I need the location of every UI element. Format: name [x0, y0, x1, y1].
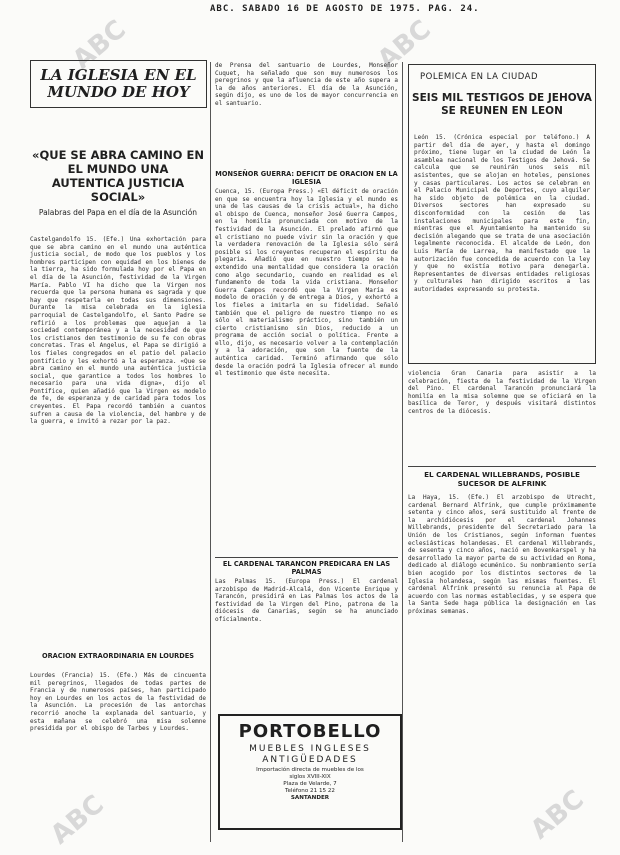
- article-body: de Prensa del santuario de Lourdes, Monseñor Cuquet, ha señalado que son muy numerosos los peregrinos y que la afluencia de este año supera a la de años anteriores. El día de la Asunción, según dijo, es uno de los de mayor concurrencia en el santuario.: [215, 62, 398, 107]
- article-body: Las Palmas 15. (Europa Press.) El cardenal arzobispo de Madrid-Alcalá, don Vicente Enrique y Tarancón, presidirá en Las Palmas los actos de la festividad de la Virgen del Pino, patrona de la diócesis de Canarias, según se ha anunciado oficialmente.: [215, 578, 398, 623]
- watermark: ABC: [67, 14, 132, 76]
- advertisement: [218, 714, 402, 830]
- article-body: León 15. (Crónica especial por teléfono.) A partir del día de ayer, y hasta el domingo próximo, tiene lugar en la ciudad de León la asamblea nacional de los Testigos de Jehová. Se calcula que se reunirán unos seis mil asistentes, que se alojan en hoteles, pensiones y casas particulares. Los actos se celebran en el Palacio Municipal de Deportes, cuyo alquiler ha sido objeto de polémica en la ciudad. Diversos sectores han expresado su disconformidad con la cesión de las instalaciones municipales para este fin, mientras que el Ayuntamiento ha mantenido su decisión alegando que se trata de una asociación legalmente reconocida. El alcalde de León, don Luis María de Larrea, ha manifestado que la autorización fue concedida de acuerdo con la ley y que no existía motivo para denegarla. Representantes de diversas entidades religiosas y culturales han dirigido escritos a las autoridades expresando su protesta.: [414, 134, 590, 293]
- watermark: ABC: [525, 784, 590, 846]
- watermark: ABC: [372, 14, 437, 76]
- section-heading: EL CARDENAL WILLEBRANDS, POSIBLE SUCESOR DE ALFRINK: [424, 470, 580, 488]
- ad-details: [220, 767, 400, 802]
- ad-detail-line: siglos XVIII-XIX: [289, 774, 331, 780]
- ad-line: ANTIGÜEDADES: [262, 755, 358, 765]
- ad-detail-line: Teléfono 21 15 22: [285, 788, 335, 794]
- article-body: Cuenca, 15. (Europa Press.) «El déficit de oración en que se encuentra hoy la Iglesia y el mundo es una de las causas de la crisis actual», ha dicho el obispo de Cuenca, monseñor José Guerra Campos, en la homilía pronunciada con motivo de la festividad de la Asunción. El prelado afirmó que el cristiano no puede vivir sin la oración y que la verdadera renovación de la Iglesia sólo será posible si los creyentes recuperan el espíritu de plegaria. Añadió que en nuestro tiempo se ha extendido una mentalidad que considera la oración como algo secundario, cuando en realidad es el fundamento de toda la vida cristiana. Monseñor Guerra Campos recordó que la Virgen María es modelo de oración y de entrega a Dios, y exhortó a los fieles a imitarla en su fidelidad. Señaló también que el peligro de nuestro tiempo no es sólo el materialismo práctico, sino también un cierto cristianismo sin Dios, reducido a un programa de acción social o política. Frente a ello, dijo, es necesario volver a la contemplación y a la adoración, que son la fuente de la auténtica caridad. Terminó afirmando que sólo desde la oración podrá la Iglesia ofrecer al mundo el testimonio que éste necesita.: [215, 188, 398, 378]
- kicker-line: MUNDO DE HOY: [47, 83, 190, 101]
- column-divider: [402, 62, 403, 842]
- column-divider: [210, 62, 211, 842]
- ad-brand: PORTOBELLO: [238, 721, 382, 742]
- section-heading: MONSEÑOR GUERRA: DEFICIT DE ORACION EN LA IGLESIA: [215, 170, 398, 186]
- watermark: ABC: [45, 789, 110, 851]
- divider: [215, 557, 398, 558]
- divider: [408, 466, 596, 467]
- article-body: La Haya, 15. (Efe.) El arzobispo de Utrecht, cardenal Bernard Alfrink, que cumple próximamente setenta y cinco años, será sustituido al frente de la archidiócesis por el cardenal Johannes Willebrands, presidente del Secretariado para la Unión de los Cristianos, según informan fuentes eclesiásticas holandesas. El cardenal Willebrands, de sesenta y cinco años, nació en Bovenkarspel y ha desarrollado la mayor parte de su actividad en Roma, dedicado al diálogo ecuménico. Su nombramiento sería bien acogido por los distintos sectores de la Iglesia holandesa, según las mismas fuentes. El cardenal Alfrink presentó su renuncia al Papa de acuerdo con las normas establecidas, y se espera que la Santa Sede haga pública la designación en las próximas semanas.: [408, 494, 596, 615]
- article-body: Castelgandolfo 15. (Efe.) Una exhortación para que se abra camino en el mundo una auténtica justicia social, de modo que los pueblos y los hombres participen con equidad en los bienes de la tierra, ha sido formulada hoy por el Papa en el día de la Asunción, festividad de la Virgen María. Pablo VI ha dicho que la Virgen nos recuerda que la persona humana es sagrada y que hay que respetarla en todas sus dimensiones. Durante la misa celebrada en la iglesia parroquial de Castelgandolfo, el Santo Padre se refirió a los problemas que aquejan a la sociedad contemporánea y a la necesidad de que los cristianos den testimonio de su fe con obras concretas. Tras el Angelus, el Papa se dirigió a los fieles congregados en el patio del palacio pontificio y les exhortó a la esperanza. «Que se abra camino en el mundo una auténtica justicia social, que garantice a todos los hombres lo necesario para una vida digna», dijo el Pontífice, quien añadió que la Virgen es modelo de fe, de esperanza y de caridad para todos los creyentes. El Papa recordó también a cuantos sufren a causa de la violencia, del hambre y de la guerra, e invitó a rezar por la paz.: [30, 236, 206, 426]
- kicker-line: LA IGLESIA EN EL: [40, 66, 197, 84]
- ad-detail-line: SANTANDER: [290, 795, 330, 801]
- article-body: violencia Gran Canaria para asistir a la celebración, fiesta de la festividad de la Virgen del Pino. El cardenal Tarancón pronunciará la homilía en la misa solemne que se oficiará en la basílica de Teror, y después visitará distintos centros de la diócesis.: [408, 370, 596, 415]
- ad-detail-line: Importación directa de muebles de los: [256, 767, 364, 773]
- feature-kicker: POLEMICA EN LA CIUDAD: [420, 72, 539, 82]
- feature-headline: SEIS MIL TESTIGOS DE JEHOVA SE REUNEN EN LEON: [412, 92, 592, 117]
- article-body: Lourdes (Francia) 15. (Efe.) Más de cincuenta mil peregrinos, llegados de todas partes de Francia y de numerosos países, han participado hoy en Lourdes en los actos de la festividad de la Asunción. La procesión de las antorchas recorrió anoche la explanada del santuario, y esta mañana se celebró una misa solemne presidida por el obispo de Tarbes y Lourdes.: [30, 672, 206, 733]
- main-subheadline: Palabras del Papa en el día de la Asunción: [38, 208, 198, 217]
- ad-line: MUEBLES INGLESES: [249, 744, 371, 754]
- section-heading: ORACION EXTRAORDINARIA EN LOURDES: [42, 652, 194, 660]
- page-header: ABC. SABADO 16 DE AGOSTO DE 1975. PAG. 24.: [210, 4, 480, 14]
- section-kicker: [30, 60, 207, 108]
- section-heading: EL CARDENAL TARANCON PREDICARA EN LAS PALMAS: [222, 560, 391, 576]
- main-headline: «QUE SE ABRA CAMINO EN EL MUNDO UNA AUTENTICA JUSTICIA SOCIAL»: [32, 148, 204, 204]
- ad-detail-line: Plaza de Velarde, 7: [283, 781, 337, 787]
